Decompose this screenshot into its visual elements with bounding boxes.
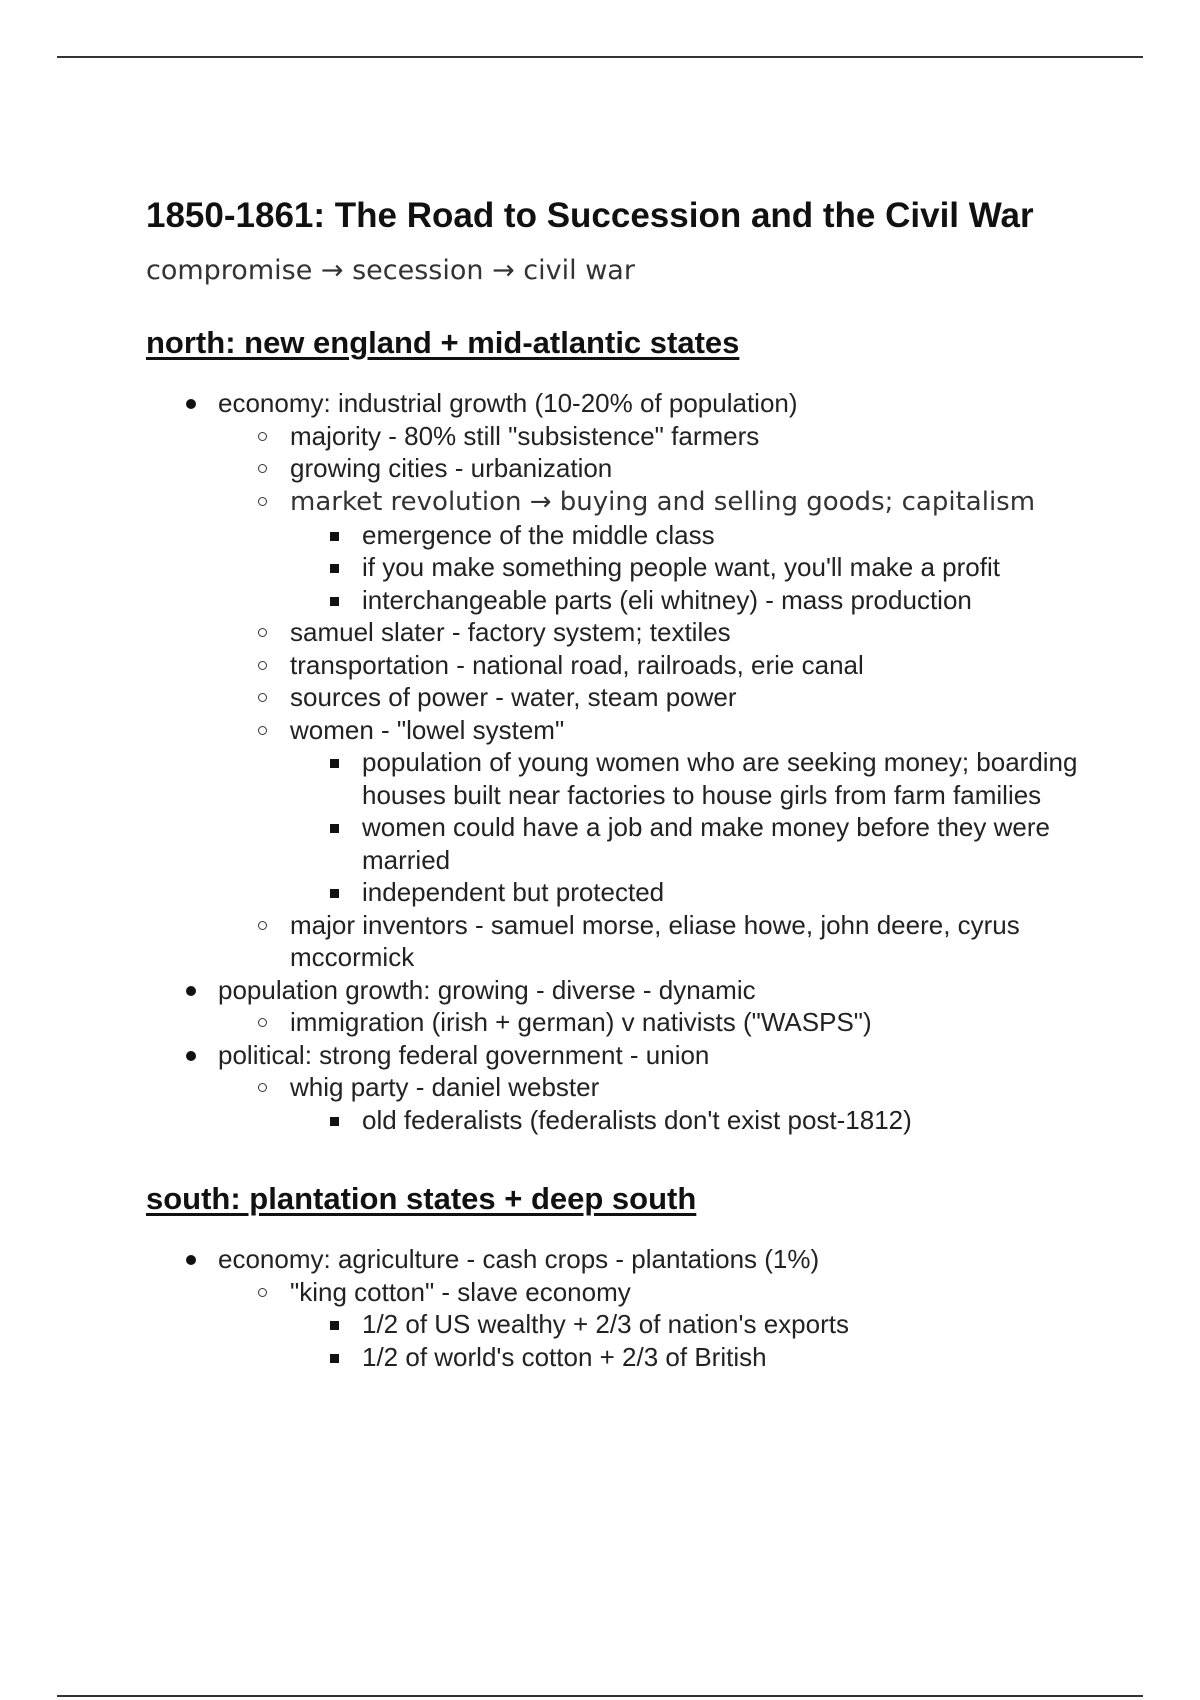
document-subtitle: compromise → secession → civil war: [146, 255, 635, 286]
list-item: economy: agriculture - cash crops - plantations (1%) "king cotton" - slave economy 1/2 of US wealthy + 2/3 of nation's exports 1/2 of world's cotton + 2/3 of British: [146, 1243, 1106, 1373]
list-item: economy: industrial growth (10-20% of population) majority - 80% still "subsistence" farmers growing cities - urbanization market revolution → buying and selling goods; capitalism emergence of the middle class if you make something people want, you'll make a profit interchangeable parts (eli whitney) - mass production samuel slater - factory system; textiles transportation - national road, railroads, erie canal sources of power - water, steam power women - "lowel system" population of young women who are seeking money; boarding houses built near factories to house girls from farm families women could have a job and make money before they were married independent but protected major inventors - samuel morse, eliase howe, john deere, cyrus mccormick: [146, 387, 1106, 974]
circle-bullet-icon: [258, 921, 267, 930]
disc-bullet-icon: [186, 1255, 196, 1265]
circle-bullet-icon: [258, 628, 267, 637]
disc-bullet-icon: [186, 986, 196, 996]
south-outline: [146, 1243, 1106, 1373]
list-item: interchangeable parts (eli whitney) - mass production: [290, 584, 1106, 617]
list-item: emergence of the middle class: [290, 519, 1106, 552]
disc-bullet-icon: [186, 399, 196, 409]
list-item: majority - 80% still "subsistence" farmers: [218, 420, 1106, 453]
circle-bullet-icon: [258, 1288, 267, 1297]
list-item: independent but protected: [290, 876, 1106, 909]
list-item: market revolution → buying and selling goods; capitalism emergence of the middle class if you make something people want, you'll make a profit interchangeable parts (eli whitney) - mass production: [218, 485, 1106, 617]
list-item: women - "lowel system" population of young women who are seeking money; boarding houses built near factories to house girls from farm families women could have a job and make money before they were married independent but protected: [218, 714, 1106, 909]
section-heading-south: south: plantation states + deep south: [146, 1181, 697, 1216]
list-item: major inventors - samuel morse, eliase howe, john deere, cyrus mccormick: [218, 909, 1106, 974]
list-item: political: strong federal government - union whig party - daniel webster old federalists (federalists don't exist post-1812): [146, 1039, 1106, 1137]
list-item: sources of power - water, steam power: [218, 681, 1106, 714]
list-item: growing cities - urbanization: [218, 452, 1106, 485]
circle-bullet-icon: [258, 497, 267, 506]
disc-bullet-icon: [186, 1051, 196, 1061]
list-item: 1/2 of US wealthy + 2/3 of nation's exports: [290, 1308, 1106, 1341]
circle-bullet-icon: [258, 464, 267, 473]
square-bullet-icon: [330, 1354, 339, 1363]
square-bullet-icon: [330, 532, 339, 541]
list-item: 1/2 of world's cotton + 2/3 of British: [290, 1341, 1106, 1374]
circle-bullet-icon: [258, 1018, 267, 1027]
square-bullet-icon: [330, 824, 339, 833]
list-item: if you make something people want, you'll make a profit: [290, 551, 1106, 584]
north-outline: [146, 387, 1106, 1136]
square-bullet-icon: [330, 889, 339, 898]
square-bullet-icon: [330, 759, 339, 768]
circle-bullet-icon: [258, 432, 267, 441]
list-item: women could have a job and make money before they were married: [290, 811, 1106, 876]
document-body: [146, 196, 1106, 1373]
document-title: 1850-1861: The Road to Succession and the Civil War: [146, 196, 1034, 235]
section-heading-north: north: new england + mid-atlantic states: [146, 325, 740, 360]
list-item: immigration (irish + german) v nativists ("WASPS"): [218, 1006, 1106, 1039]
square-bullet-icon: [330, 1321, 339, 1330]
list-item: samuel slater - factory system; textiles: [218, 616, 1106, 649]
bottom-page-rule: [57, 1695, 1143, 1697]
list-item: "king cotton" - slave economy 1/2 of US wealthy + 2/3 of nation's exports 1/2 of world's cotton + 2/3 of British: [218, 1276, 1106, 1374]
list-item: whig party - daniel webster old federalists (federalists don't exist post-1812): [218, 1071, 1106, 1136]
top-page-rule: [57, 56, 1143, 58]
list-item: population growth: growing - diverse - dynamic immigration (irish + german) v nativists ("WASPS"): [146, 974, 1106, 1039]
list-item: old federalists (federalists don't exist post-1812): [290, 1104, 1106, 1137]
circle-bullet-icon: [258, 726, 267, 735]
list-item: population of young women who are seeking money; boarding houses built near factories to house girls from farm families: [290, 746, 1106, 811]
circle-bullet-icon: [258, 1083, 267, 1092]
circle-bullet-icon: [258, 661, 267, 670]
square-bullet-icon: [330, 564, 339, 573]
square-bullet-icon: [330, 597, 339, 606]
circle-bullet-icon: [258, 693, 267, 702]
list-item: transportation - national road, railroads, erie canal: [218, 649, 1106, 682]
square-bullet-icon: [330, 1117, 339, 1126]
